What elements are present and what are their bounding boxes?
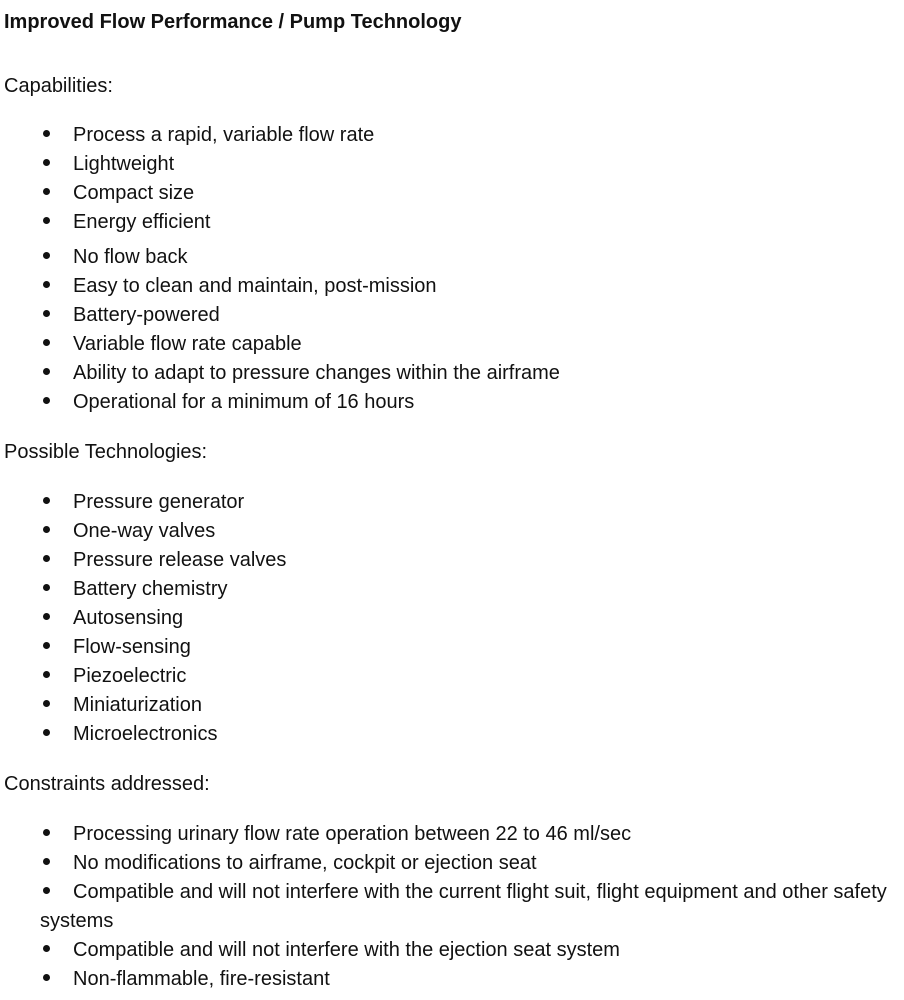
list-item <box>40 208 898 237</box>
bullet-icon <box>40 388 73 417</box>
bullet-icon <box>40 121 73 150</box>
list-item-text: Pressure release valves <box>73 549 287 571</box>
constraints-list <box>40 820 898 994</box>
list-item-text: Battery-powered <box>73 304 220 326</box>
bullet-icon <box>40 720 73 749</box>
bullet-icon <box>40 330 73 359</box>
bullet-icon <box>40 633 73 662</box>
bullet-icon <box>40 575 73 604</box>
list-item <box>40 272 898 301</box>
list-item-text: Flow-sensing <box>73 636 191 658</box>
list-item <box>40 878 898 936</box>
bullet-icon <box>40 662 73 691</box>
list-item <box>40 301 898 330</box>
list-item-text: No modifications to airframe, cockpit or ejection seat <box>73 852 537 874</box>
list-item <box>40 150 898 179</box>
bullet-icon <box>40 243 73 272</box>
list-item-text: Lightweight <box>73 153 175 175</box>
list-item-text: Microelectronics <box>73 723 218 745</box>
bullet-icon <box>40 820 73 849</box>
bullet-icon <box>40 691 73 720</box>
list-item-text: Compatible and will not interfere with the ejection seat system <box>73 939 620 961</box>
list-item <box>40 662 898 691</box>
technologies-heading: Possible Technologies: <box>4 441 208 463</box>
list-item <box>40 243 898 272</box>
list-item-text: Energy efficient <box>73 211 211 233</box>
bullet-icon <box>40 179 73 208</box>
bullet-icon <box>40 878 73 907</box>
list-item-text: Variable flow rate capable <box>73 333 302 355</box>
bullet-icon <box>40 208 73 237</box>
list-item <box>40 179 898 208</box>
list-item <box>40 936 898 965</box>
list-item-text: Operational for a minimum of 16 hours <box>73 391 415 413</box>
bullet-icon <box>40 604 73 633</box>
bullet-icon <box>40 272 73 301</box>
constraints-heading: Constraints addressed: <box>4 773 210 795</box>
list-item-text: Piezoelectric <box>73 665 187 687</box>
list-item-text: Battery chemistry <box>73 578 228 600</box>
list-item-text: One-way valves <box>73 520 216 542</box>
list-item <box>40 720 898 749</box>
list-item-text: Autosensing <box>73 607 184 629</box>
list-item-text: Compatible and will not interfere with the current flight suit, flight equipment and other safety systems <box>40 881 887 932</box>
list-item <box>40 849 898 878</box>
bullet-icon <box>40 517 73 546</box>
document-title: Improved Flow Performance / Pump Technology <box>4 11 462 33</box>
list-item-text: Non-flammable, fire-resistant <box>73 968 330 990</box>
bullet-icon <box>40 359 73 388</box>
technologies-list <box>40 488 898 749</box>
list-item-text: Processing urinary flow rate operation between 22 to 46 ml/sec <box>73 823 632 845</box>
list-item <box>40 546 898 575</box>
bullet-icon <box>40 150 73 179</box>
list-item <box>40 604 898 633</box>
list-item-text: Process a rapid, variable flow rate <box>73 124 375 146</box>
bullet-icon <box>40 546 73 575</box>
list-item <box>40 820 898 849</box>
list-item-text: Pressure generator <box>73 491 245 513</box>
list-item <box>40 388 898 417</box>
list-item-text: Miniaturization <box>73 694 202 716</box>
bullet-icon <box>40 936 73 965</box>
capabilities-heading: Capabilities: <box>4 75 113 97</box>
list-item <box>40 330 898 359</box>
list-item <box>40 517 898 546</box>
list-item-text: Ability to adapt to pressure changes within the airframe <box>73 362 560 384</box>
list-item <box>40 691 898 720</box>
bullet-icon <box>40 849 73 878</box>
bullet-icon <box>40 965 73 994</box>
list-item-text: Compact size <box>73 182 195 204</box>
list-item <box>40 121 898 150</box>
list-item <box>40 488 898 517</box>
list-item <box>40 359 898 388</box>
list-item <box>40 633 898 662</box>
capabilities-list <box>40 121 898 417</box>
bullet-icon <box>40 488 73 517</box>
list-item-text: No flow back <box>73 246 188 268</box>
list-item-text: Easy to clean and maintain, post-mission <box>73 275 437 297</box>
bullet-icon <box>40 301 73 330</box>
list-item <box>40 575 898 604</box>
list-item <box>40 965 898 994</box>
